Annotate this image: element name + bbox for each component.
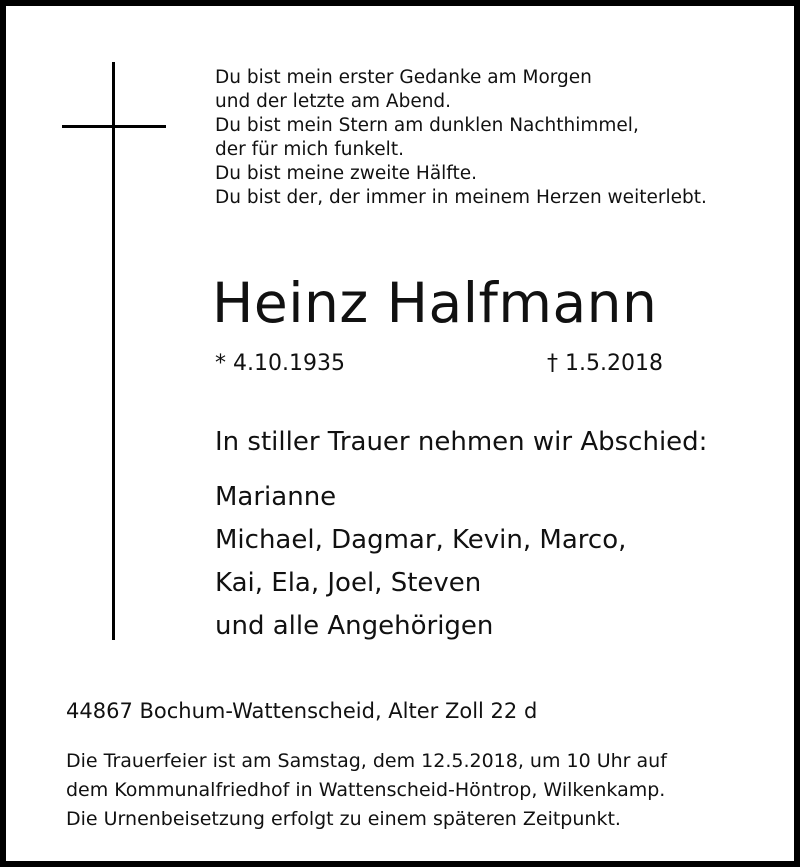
poem-line: Du bist der, der immer in meinem Herzen weiterlebt. [215,187,707,208]
family-line: Marianne [215,482,337,512]
service-line: Die Urnenbeisetzung erfolgt zu einem späteren Zeitpunkt. [66,808,621,830]
poem-line: und der letzte am Abend. [215,91,452,112]
service-info [66,747,667,834]
address: 44867 Bochum-Wattenscheid, Alter Zoll 22 d [66,699,538,723]
family-line: Michael, Dagmar, Kevin, Marco, [215,525,627,555]
deceased-name: Heinz Halfmann [212,271,658,335]
poem-line: Du bist mein erster Gedanke am Morgen [215,67,592,88]
family-line: Kai, Ela, Joel, Steven [215,568,482,598]
poem-line: Du bist mein Stern am dunklen Nachthimmel, [215,115,639,136]
family-list [215,476,626,648]
cross-horizontal-bar [62,125,166,128]
poem-line: der für mich funkelt. [215,139,404,160]
service-line: Die Trauerfeier ist am Samstag, dem 12.5.2018, um 10 Uhr auf [66,750,667,772]
poem-line: Du bist meine zweite Hälfte. [215,163,478,184]
service-line: dem Kommunalfriedhof in Wattenscheid-Höntrop, Wilkenkamp. [66,779,666,801]
death-date: † 1.5.2018 [547,351,663,376]
poem [215,66,707,210]
mourning-heading: In stiller Trauer nehmen wir Abschied: [215,427,708,457]
cross-vertical-bar [112,62,115,640]
birth-date: * 4.10.1935 [215,351,345,376]
family-line: und alle Angehörigen [215,611,494,641]
